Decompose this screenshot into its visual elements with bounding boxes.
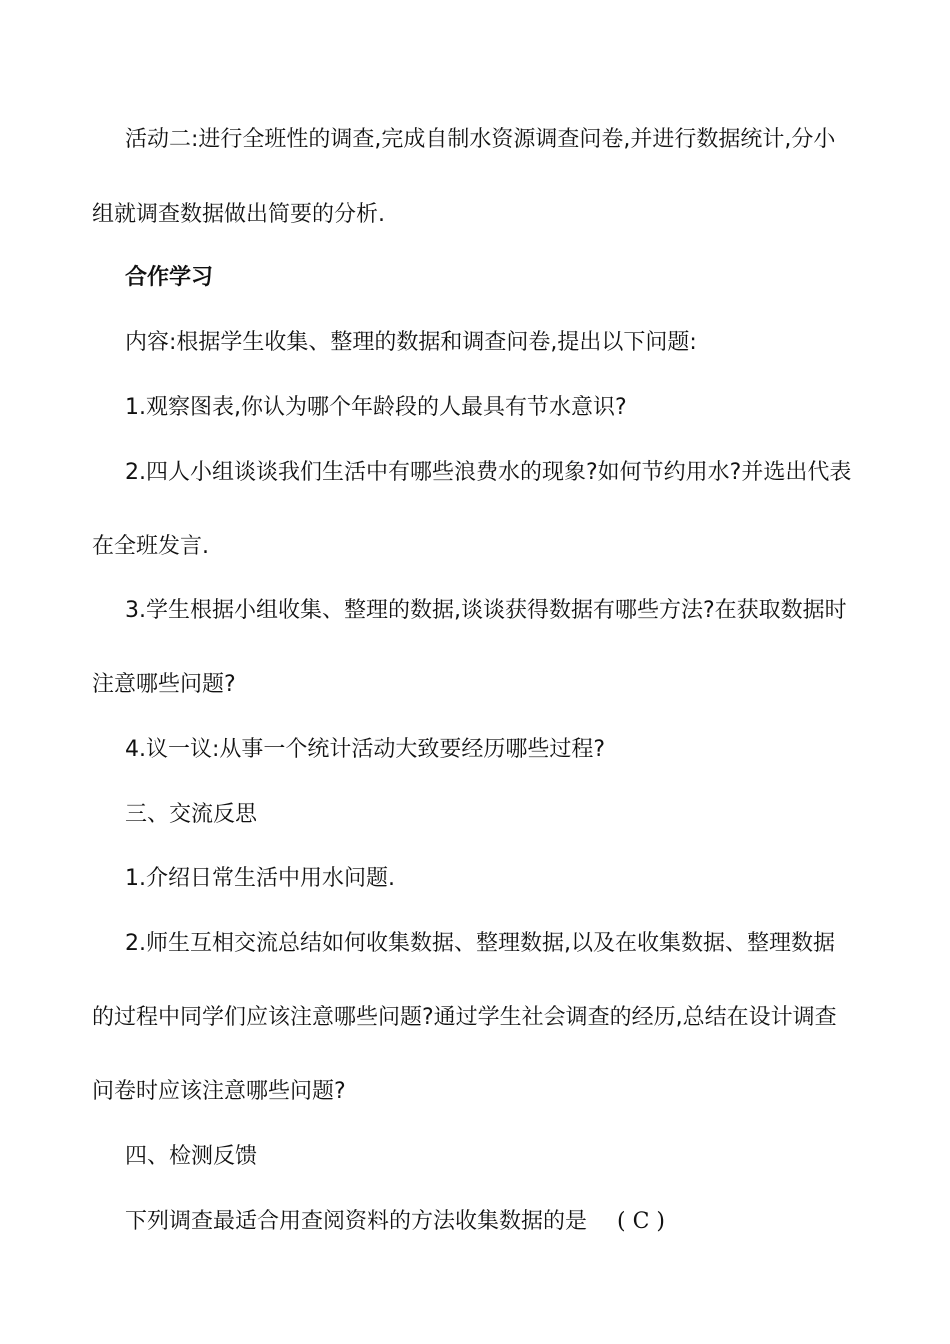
feedback-question: 下列调查最适合用查阅资料的方法收集数据的是: [125, 1209, 588, 1234]
reflection-item-1: 1.介绍日常生活中用水问题.: [125, 866, 395, 891]
feedback-answer: ( C ): [617, 1209, 666, 1234]
cooperative-heading: 合作学习: [125, 265, 214, 290]
question-1: 1.观察图表,你认为哪个年龄段的人最具有节水意识?: [125, 395, 627, 420]
feedback-heading: 四、检测反馈: [125, 1144, 258, 1169]
reflection-item-2-line3: 问卷时应该注意哪些问题?: [92, 1079, 346, 1104]
question-4: 4.议一议:从事一个统计活动大致要经历哪些过程?: [125, 737, 606, 762]
question-3-line2: 注意哪些问题?: [92, 672, 236, 697]
reflection-item-2-line2: 的过程中同学们应该注意哪些问题?通过学生社会调查的经历,总结在设计调查: [92, 1005, 837, 1030]
cooperative-intro: 内容:根据学生收集、整理的数据和调查问卷,提出以下问题:: [125, 330, 697, 355]
activity2-line2: 组就调查数据做出简要的分析.: [92, 202, 385, 227]
question-2-line2: 在全班发言.: [92, 534, 209, 559]
reflection-heading: 三、交流反思: [125, 802, 258, 827]
reflection-item-2-line1: 2.师生互相交流总结如何收集数据、整理数据,以及在收集数据、整理数据: [125, 931, 835, 956]
feedback-question-row: [125, 1207, 665, 1237]
question-2-line1: 2.四人小组谈谈我们生活中有哪些浪费水的现象?如何节约用水?并选出代表: [125, 460, 852, 485]
question-3-line1: 3.学生根据小组收集、整理的数据,谈谈获得数据有哪些方法?在获取数据时: [125, 598, 847, 623]
activity2-line1: 活动二:进行全班性的调查,完成自制水资源调查问卷,并进行数据统计,分小: [125, 127, 836, 152]
